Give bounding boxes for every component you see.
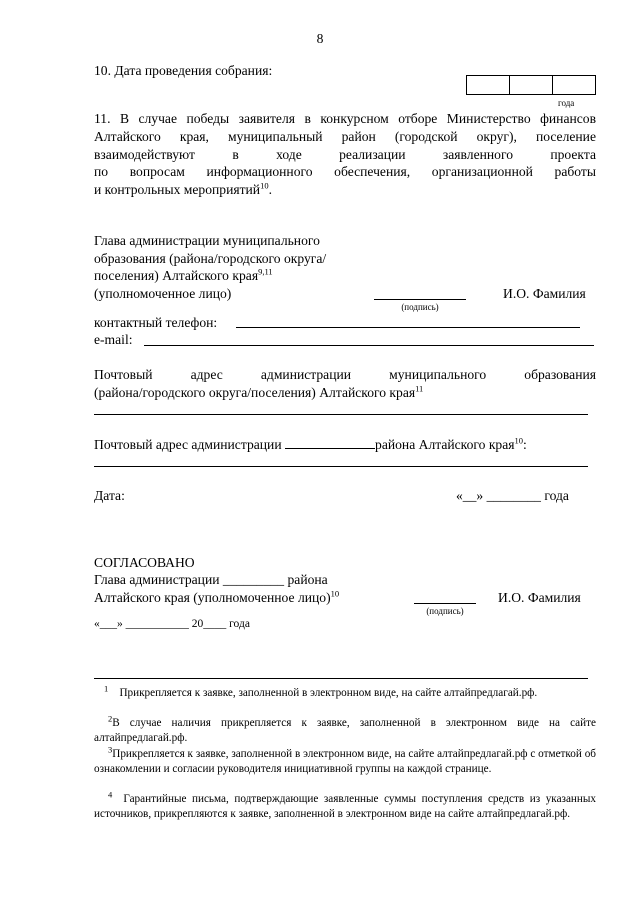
postal-district-line: Почтовый адрес администрации района Алтайского края$^{10}$:: [94, 435, 527, 452]
authorized-person-label: (уполномоченное лицо): [94, 286, 232, 301]
postal-mo-line: Почтовый адрес администрации муниципального образования: [94, 367, 596, 382]
item11-line: взаимодействуют в ходе реализации заявленного проекта: [94, 147, 596, 162]
signer-name: И.О. Фамилия: [503, 286, 586, 301]
email-field[interactable]: [144, 345, 594, 346]
agreed-title: СОГЛАСОВАНО: [94, 555, 195, 570]
date-value[interactable]: «__» ________ года: [456, 488, 569, 503]
phone-label: контактный телефон:: [94, 315, 218, 330]
footnote-3: $^3$Прикрепляется к заявке, заполненной в электронном виде, на сайте алтайпредлагай.рф с отметкой об ознакомлении и согласии руководителя инициативной группы на каждой странице.: [94, 744, 596, 775]
year-cell[interactable]: [510, 76, 553, 94]
footnote-1: $^1$ Прикрепляется к заявке, заполненной в электронном виде, на сайте алтайпредлагай.рф.: [104, 683, 538, 699]
item11-line: по вопросам информационного обеспечения, организационной работы: [94, 164, 596, 179]
signature-line[interactable]: [374, 299, 466, 300]
year-caption: года: [558, 98, 575, 108]
meeting-date-label: 10. Дата проведения собрания:: [94, 63, 273, 78]
email-label: e-mail:: [94, 332, 133, 347]
year-input-box[interactable]: [466, 75, 596, 95]
year-cell[interactable]: [467, 76, 510, 94]
year-cell[interactable]: [553, 76, 595, 94]
footnote-separator: [94, 678, 588, 679]
page-number: 8: [316, 31, 324, 46]
footnote-4: $^4$ Гарантийные письма, подтверждающие заявленные суммы поступления средств из указанных источников, прикрепляются к заявке, заполненной в электронном виде на сайте алтайпредлагай.рф.: [94, 789, 597, 820]
postal-mo-field[interactable]: [94, 414, 588, 415]
agreed-signer-name: И.О. Фамилия: [498, 590, 581, 605]
item11-last-line: и контрольных мероприятий$^{10}$.: [94, 180, 272, 197]
item11-line: 11. В случае победы заявителя в конкурсном отборе Министерство финансов: [94, 111, 596, 126]
head-title-line: поселения) Алтайского края$^{9,11}$: [94, 266, 273, 283]
footnote-2: $^2$В случае наличия прикрепляется к заявке, заполненной в электронном виде на сайте алтайпредлагай.рф.: [94, 713, 596, 744]
agreed-authorized-line: Алтайского края (уполномоченное лицо)$^{10}$: [94, 588, 340, 605]
head-title-line: образования (района/городского округа/: [94, 251, 327, 266]
postal-district-field[interactable]: [94, 466, 588, 467]
agreed-date[interactable]: «___» ___________ 20____ года: [94, 618, 250, 630]
signature-caption: (подпись): [401, 302, 439, 312]
postal-mo-line: (района/городского округа/поселения) Алтайского края$^{11}$: [94, 383, 424, 400]
date-label: Дата:: [94, 488, 125, 503]
head-title-line: Глава администрации муниципального: [94, 233, 320, 248]
district-name-field[interactable]: [285, 436, 375, 449]
agreed-signature-caption: (подпись): [426, 606, 464, 616]
agreed-head-line: Глава администрации _________ района: [94, 572, 328, 587]
agreed-signature-line[interactable]: [414, 603, 476, 604]
item11-line: Алтайского края, муниципальный район (городской округ), поселение: [94, 129, 596, 144]
phone-field[interactable]: [236, 327, 580, 328]
